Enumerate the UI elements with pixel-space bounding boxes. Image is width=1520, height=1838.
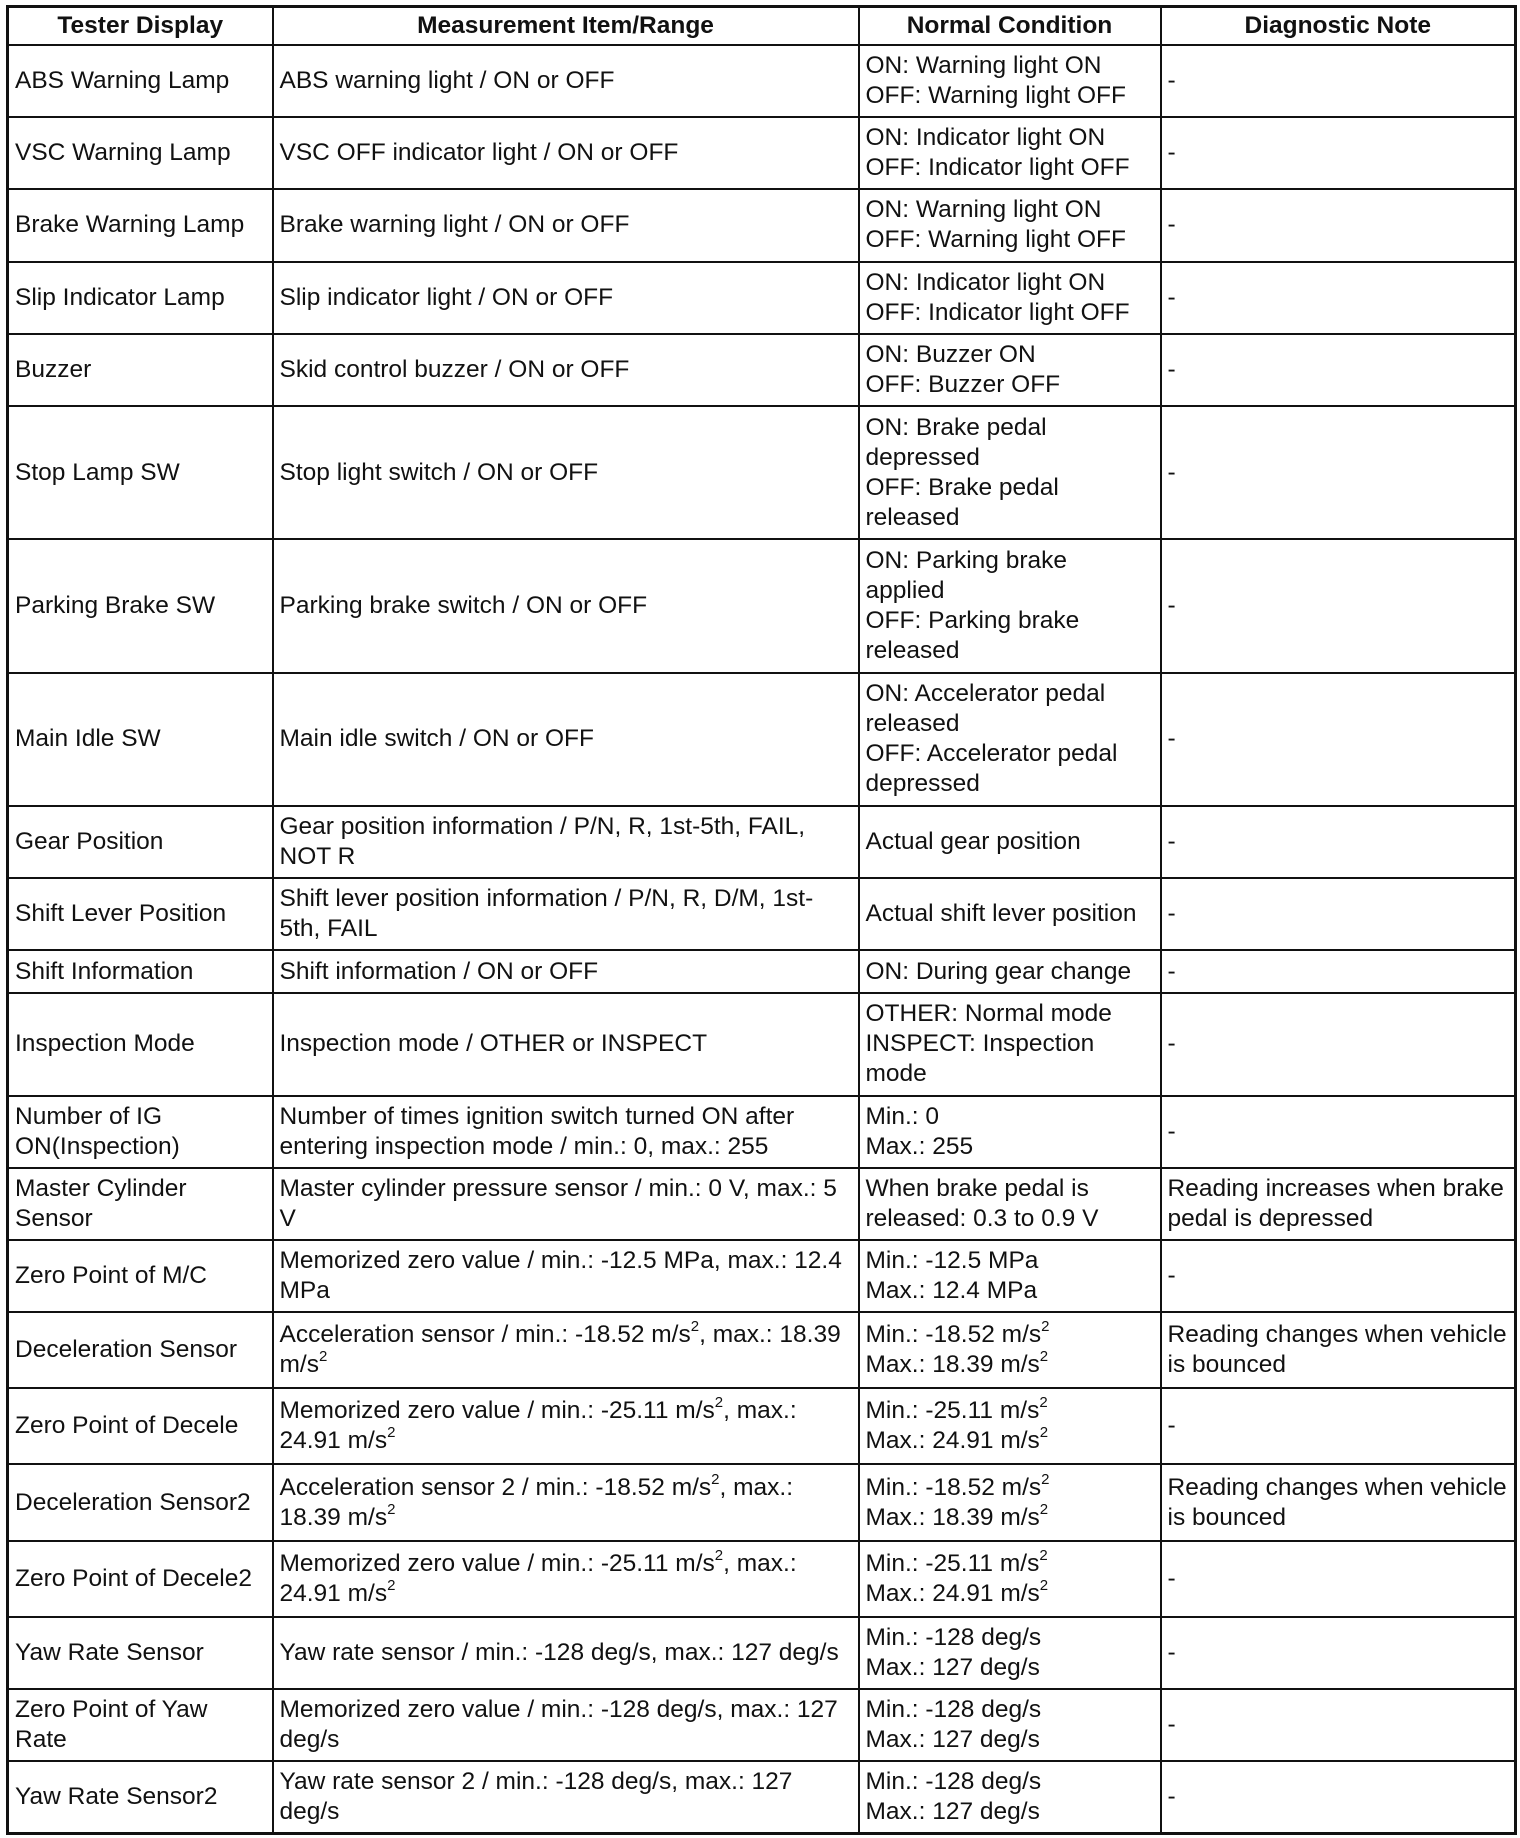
- table-row: [8, 1464, 1516, 1540]
- cell-measurement-item: Memorized zero value / min.: -25.11 $m/s^2$, max.: 24.91 $m/s^2$: [273, 1388, 859, 1464]
- cell-measurement-item: Number of times ignition switch turned ON after entering inspection mode / min.: 0, max.: 255: [273, 1096, 859, 1168]
- cell-tester-display: VSC Warning Lamp: [8, 117, 273, 189]
- cell-measurement-item: Memorized zero value / min.: -128 deg/s, max.: 127 deg/s: [273, 1689, 859, 1761]
- table-row: [8, 1541, 1516, 1617]
- condition-line: OFF: Warning light OFF: [865, 226, 1126, 254]
- cell-tester-display: Zero Point of M/C: [8, 1240, 273, 1312]
- header-diagnostic-note: Diagnostic Note: [1161, 7, 1516, 46]
- cell-diagnostic-note: Reading increases when brake pedal is depressed: [1161, 1168, 1516, 1240]
- cell-normal-condition: [859, 1464, 1161, 1540]
- condition-line: ON: Indicator light ON: [865, 124, 1106, 152]
- cell-normal-condition: [859, 334, 1161, 406]
- table-row: [8, 993, 1516, 1095]
- cell-tester-display: Deceleration Sensor: [8, 1312, 273, 1388]
- cell-diagnostic-note: -: [1161, 1240, 1516, 1312]
- condition-line: released: [865, 636, 960, 664]
- cell-diagnostic-note: -: [1161, 950, 1516, 993]
- cell-diagnostic-note: -: [1161, 1388, 1516, 1464]
- cell-normal-condition: [859, 1689, 1161, 1761]
- table-row: [8, 1240, 1516, 1312]
- cell-tester-display: Slip Indicator Lamp: [8, 262, 273, 334]
- condition-line: Max.: 12.4 MPa: [865, 1276, 1038, 1304]
- cell-diagnostic-note: -: [1161, 1096, 1516, 1168]
- cell-diagnostic-note: -: [1161, 993, 1516, 1095]
- cell-tester-display: ABS Warning Lamp: [8, 45, 273, 117]
- cell-normal-condition: [859, 806, 1161, 878]
- cell-normal-condition: [859, 1541, 1161, 1617]
- condition-line: released: 0.3 to 0.9 V: [865, 1204, 1099, 1232]
- cell-diagnostic-note: -: [1161, 1541, 1516, 1617]
- table-row: [8, 1761, 1516, 1833]
- cell-diagnostic-note: -: [1161, 45, 1516, 117]
- condition-line: OFF: Brake pedal: [865, 473, 1059, 501]
- condition-line: Max.: 127 deg/s: [865, 1726, 1040, 1754]
- cell-measurement-item: VSC OFF indicator light / ON or OFF: [273, 117, 859, 189]
- condition-line: ON: Buzzer ON: [865, 340, 1036, 368]
- cell-tester-display: Yaw Rate Sensor: [8, 1617, 273, 1689]
- condition-line: OFF: Indicator light OFF: [865, 298, 1130, 326]
- cell-normal-condition: [859, 1761, 1161, 1833]
- cell-normal-condition: [859, 406, 1161, 539]
- condition-line: Max.: 127 deg/s: [865, 1798, 1040, 1826]
- cell-tester-display: Number of IG ON(Inspection): [8, 1096, 273, 1168]
- cell-measurement-item: Stop light switch / ON or OFF: [273, 406, 859, 539]
- condition-line: Min.: -12.5 MPa: [865, 1246, 1039, 1274]
- cell-normal-condition: [859, 189, 1161, 261]
- cell-tester-display: Shift Lever Position: [8, 878, 273, 950]
- cell-diagnostic-note: -: [1161, 334, 1516, 406]
- cell-normal-condition: [859, 1168, 1161, 1240]
- cell-measurement-item: Acceleration sensor 2 / min.: -18.52 $m/s^2$, max.: 18.39 $m/s^2$: [273, 1464, 859, 1540]
- cell-diagnostic-note: -: [1161, 878, 1516, 950]
- header-row: [8, 7, 1516, 46]
- table-row: [8, 673, 1516, 806]
- condition-line: Min.: -128 deg/s: [865, 1696, 1042, 1724]
- cell-measurement-item: Master cylinder pressure sensor / min.: 0 V, max.: 5 V: [273, 1168, 859, 1240]
- condition-line: ON: Indicator light ON: [865, 268, 1106, 296]
- cell-normal-condition: [859, 1096, 1161, 1168]
- cell-diagnostic-note: -: [1161, 1761, 1516, 1833]
- cell-tester-display: Master Cylinder Sensor: [8, 1168, 273, 1240]
- cell-diagnostic-note: Reading changes when vehicle is bounced: [1161, 1312, 1516, 1388]
- table-row: [8, 117, 1516, 189]
- condition-line: Actual shift lever position: [865, 900, 1137, 928]
- cell-tester-display: Zero Point of Yaw Rate: [8, 1689, 273, 1761]
- condition-line: ON: Brake pedal: [865, 413, 1047, 441]
- table-row: [8, 334, 1516, 406]
- condition-line: Max.: 127 deg/s: [865, 1653, 1040, 1681]
- table-row: [8, 878, 1516, 950]
- condition-line: When brake pedal is: [865, 1174, 1089, 1202]
- cell-tester-display: Gear Position: [8, 806, 273, 878]
- condition-line: Min.: -25.11 $m/s^2$: [865, 1394, 1048, 1425]
- condition-line: Max.: 24.91 $m/s^2$: [865, 1576, 1049, 1607]
- condition-line: Min.: -18.52 $m/s^2$: [865, 1318, 1050, 1349]
- condition-line: released: [865, 710, 960, 738]
- cell-normal-condition: [859, 45, 1161, 117]
- cell-normal-condition: [859, 1617, 1161, 1689]
- table-row: [8, 406, 1516, 539]
- cell-diagnostic-note: Reading changes when vehicle is bounced: [1161, 1464, 1516, 1540]
- data-list-sheet: [6, 5, 1514, 1835]
- table-row: [8, 950, 1516, 993]
- cell-tester-display: Stop Lamp SW: [8, 406, 273, 539]
- cell-normal-condition: [859, 262, 1161, 334]
- table-row: [8, 1168, 1516, 1240]
- condition-line: Max.: 24.91 $m/s^2$: [865, 1424, 1049, 1455]
- condition-line: Max.: 18.39 $m/s^2$: [865, 1500, 1049, 1531]
- condition-line: released: [865, 503, 960, 531]
- table-row: [8, 539, 1516, 672]
- cell-measurement-item: Slip indicator light / ON or OFF: [273, 262, 859, 334]
- table-row: [8, 1689, 1516, 1761]
- condition-line: INSPECT: Inspection: [865, 1030, 1095, 1058]
- cell-diagnostic-note: -: [1161, 406, 1516, 539]
- cell-measurement-item: Parking brake switch / ON or OFF: [273, 539, 859, 672]
- cell-tester-display: Parking Brake SW: [8, 539, 273, 672]
- table-row: [8, 45, 1516, 117]
- condition-line: OFF: Parking brake: [865, 606, 1080, 634]
- cell-diagnostic-note: -: [1161, 262, 1516, 334]
- cell-tester-display: Zero Point of Decele: [8, 1388, 273, 1464]
- condition-line: mode: [865, 1060, 927, 1088]
- condition-line: Max.: 18.39 $m/s^2$: [865, 1348, 1049, 1379]
- cell-diagnostic-note: -: [1161, 189, 1516, 261]
- cell-measurement-item: Acceleration sensor / min.: -18.52 $m/s^2$, max.: 18.39 $m/s^2$: [273, 1312, 859, 1388]
- cell-diagnostic-note: -: [1161, 806, 1516, 878]
- cell-normal-condition: [859, 117, 1161, 189]
- condition-line: Min.: -128 deg/s: [865, 1623, 1042, 1651]
- cell-tester-display: Shift Information: [8, 950, 273, 993]
- cell-normal-condition: [859, 950, 1161, 993]
- cell-normal-condition: [859, 1240, 1161, 1312]
- condition-line: Min.: -18.52 $m/s^2$: [865, 1470, 1050, 1501]
- condition-line: depressed: [865, 770, 980, 798]
- condition-line: OFF: Buzzer OFF: [865, 370, 1061, 398]
- header-measurement-item: Measurement Item/Range: [273, 7, 859, 46]
- table-row: [8, 262, 1516, 334]
- table-body: [8, 45, 1516, 1834]
- cell-measurement-item: Shift information / ON or OFF: [273, 950, 859, 993]
- cell-normal-condition: [859, 1312, 1161, 1388]
- condition-line: ON: Warning light ON: [865, 52, 1102, 80]
- cell-diagnostic-note: -: [1161, 673, 1516, 806]
- header-tester-display: Tester Display: [8, 7, 273, 46]
- condition-line: depressed: [865, 443, 980, 471]
- cell-measurement-item: Inspection mode / OTHER or INSPECT: [273, 993, 859, 1095]
- cell-measurement-item: Skid control buzzer / ON or OFF: [273, 334, 859, 406]
- cell-measurement-item: ABS warning light / ON or OFF: [273, 45, 859, 117]
- cell-diagnostic-note: -: [1161, 1617, 1516, 1689]
- cell-measurement-item: Brake warning light / ON or OFF: [273, 189, 859, 261]
- cell-measurement-item: Memorized zero value / min.: -25.11 $m/s^2$, max.: 24.91 $m/s^2$: [273, 1541, 859, 1617]
- cell-measurement-item: Yaw rate sensor 2 / min.: -128 deg/s, max.: 127 deg/s: [273, 1761, 859, 1833]
- table-row: [8, 1388, 1516, 1464]
- cell-tester-display: Main Idle SW: [8, 673, 273, 806]
- cell-diagnostic-note: -: [1161, 539, 1516, 672]
- cell-normal-condition: [859, 878, 1161, 950]
- condition-line: Min.: -25.11 $m/s^2$: [865, 1546, 1048, 1577]
- condition-line: Min.: -128 deg/s: [865, 1768, 1042, 1796]
- condition-line: ON: Accelerator pedal: [865, 680, 1106, 708]
- cell-normal-condition: [859, 1388, 1161, 1464]
- condition-line: OFF: Accelerator pedal: [865, 740, 1118, 768]
- condition-line: OTHER: Normal mode: [865, 1000, 1112, 1028]
- cell-diagnostic-note: -: [1161, 1689, 1516, 1761]
- condition-line: Actual gear position: [865, 827, 1081, 855]
- condition-line: Min.: 0: [865, 1102, 940, 1130]
- cell-measurement-item: Shift lever position information / P/N, R, D/M, 1st-5th, FAIL: [273, 878, 859, 950]
- cell-tester-display: Zero Point of Decele2: [8, 1541, 273, 1617]
- table-row: [8, 1096, 1516, 1168]
- condition-line: Max.: 255: [865, 1132, 974, 1160]
- table-row: [8, 1617, 1516, 1689]
- cell-tester-display: Yaw Rate Sensor2: [8, 1761, 273, 1833]
- table-row: [8, 1312, 1516, 1388]
- cell-tester-display: Buzzer: [8, 334, 273, 406]
- cell-measurement-item: Main idle switch / ON or OFF: [273, 673, 859, 806]
- header-normal-condition: Normal Condition: [859, 7, 1161, 46]
- cell-tester-display: Inspection Mode: [8, 993, 273, 1095]
- cell-normal-condition: [859, 673, 1161, 806]
- condition-line: OFF: Indicator light OFF: [865, 154, 1130, 182]
- data-list-table: [6, 5, 1517, 1835]
- cell-measurement-item: Yaw rate sensor / min.: -128 deg/s, max.: 127 deg/s: [273, 1617, 859, 1689]
- cell-tester-display: Deceleration Sensor2: [8, 1464, 273, 1540]
- condition-line: OFF: Warning light OFF: [865, 82, 1126, 110]
- table-row: [8, 189, 1516, 261]
- condition-line: ON: Parking brake: [865, 546, 1068, 574]
- condition-line: ON: Warning light ON: [865, 196, 1102, 224]
- condition-line: applied: [865, 576, 945, 604]
- cell-diagnostic-note: -: [1161, 117, 1516, 189]
- condition-line: ON: During gear change: [865, 957, 1132, 985]
- table-row: [8, 806, 1516, 878]
- cell-measurement-item: Memorized zero value / min.: -12.5 MPa, max.: 12.4 MPa: [273, 1240, 859, 1312]
- cell-tester-display: Brake Warning Lamp: [8, 189, 273, 261]
- cell-normal-condition: [859, 539, 1161, 672]
- cell-measurement-item: Gear position information / P/N, R, 1st-5th, FAIL, NOT R: [273, 806, 859, 878]
- cell-normal-condition: [859, 993, 1161, 1095]
